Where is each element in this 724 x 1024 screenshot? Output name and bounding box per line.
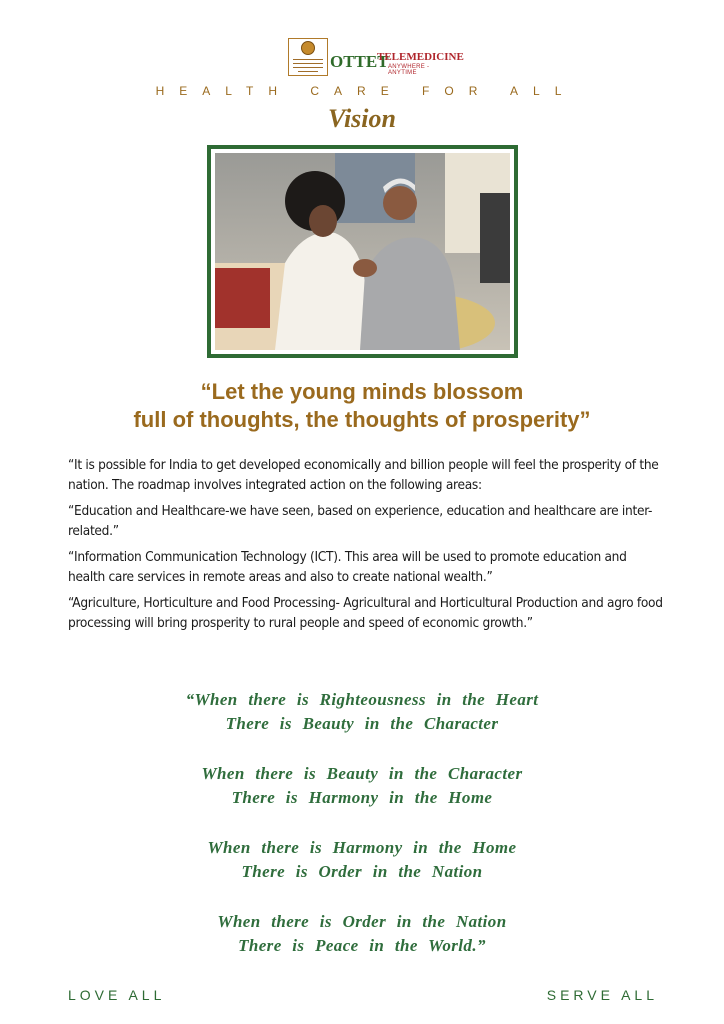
poem-line: There is Beauty in the Character (225, 714, 499, 733)
poem-line: When there is Order in the Nation (217, 912, 507, 931)
poem-line: There is Order in the Nation (241, 862, 483, 881)
poem-line: There is Harmony in the Home (231, 788, 493, 807)
footer-serve-all: SERVE ALL (546, 987, 658, 1003)
poem-line: “When there is Righteousness in the Heart (185, 690, 539, 709)
paragraph: “Information Communication Technology (ICT). This area will be used to promote education and health care services in remote areas and also to create national wealth.” (68, 549, 627, 585)
paragraph: “It is possible for India to get developed economically and billion people will feel the prosperity of the nation. The roadmap involves integrated action on the following areas: (68, 457, 659, 493)
footer-love-all: LOVE ALL (68, 987, 166, 1003)
featured-quote (0, 378, 724, 434)
seal-emblem-icon (288, 38, 328, 76)
poem (0, 688, 724, 984)
quote-line-2: full of thoughts, the thoughts of prosperity” (133, 407, 591, 432)
brand-suffix: TELEMEDICINE (377, 51, 464, 63)
poem-stanza (0, 762, 724, 810)
poem-stanza (0, 688, 724, 736)
poem-stanza (0, 910, 724, 958)
paragraph: “Agriculture, Horticulture and Food Processing- Agricultural and Horticultural Production and agro food processing will bring prosperity to rural people and speed of economic growth.” (68, 595, 663, 631)
photo-image (215, 153, 510, 350)
poem-line: When there is Harmony in the Home (207, 838, 517, 857)
quote-line-1: “Let the young minds blossom (200, 379, 524, 404)
brand-name: OTTET (330, 52, 389, 71)
brand-tagline: ANYWHERE - ANYTIME (388, 64, 430, 76)
ottet-logo (288, 38, 464, 78)
poem-line: There is Peace in the World.” (238, 936, 486, 955)
paragraph: “Education and Healthcare-we have seen, based on experience, education and healthcare are inter-related.” (68, 503, 653, 539)
poem-stanza (0, 836, 724, 884)
page-title: Vision (328, 104, 396, 133)
photo-frame (207, 145, 518, 358)
body-text (68, 455, 664, 639)
poem-line: When there is Beauty in the Character (201, 764, 523, 783)
header-tagline: HEALTH CARE FOR ALL (155, 84, 577, 98)
